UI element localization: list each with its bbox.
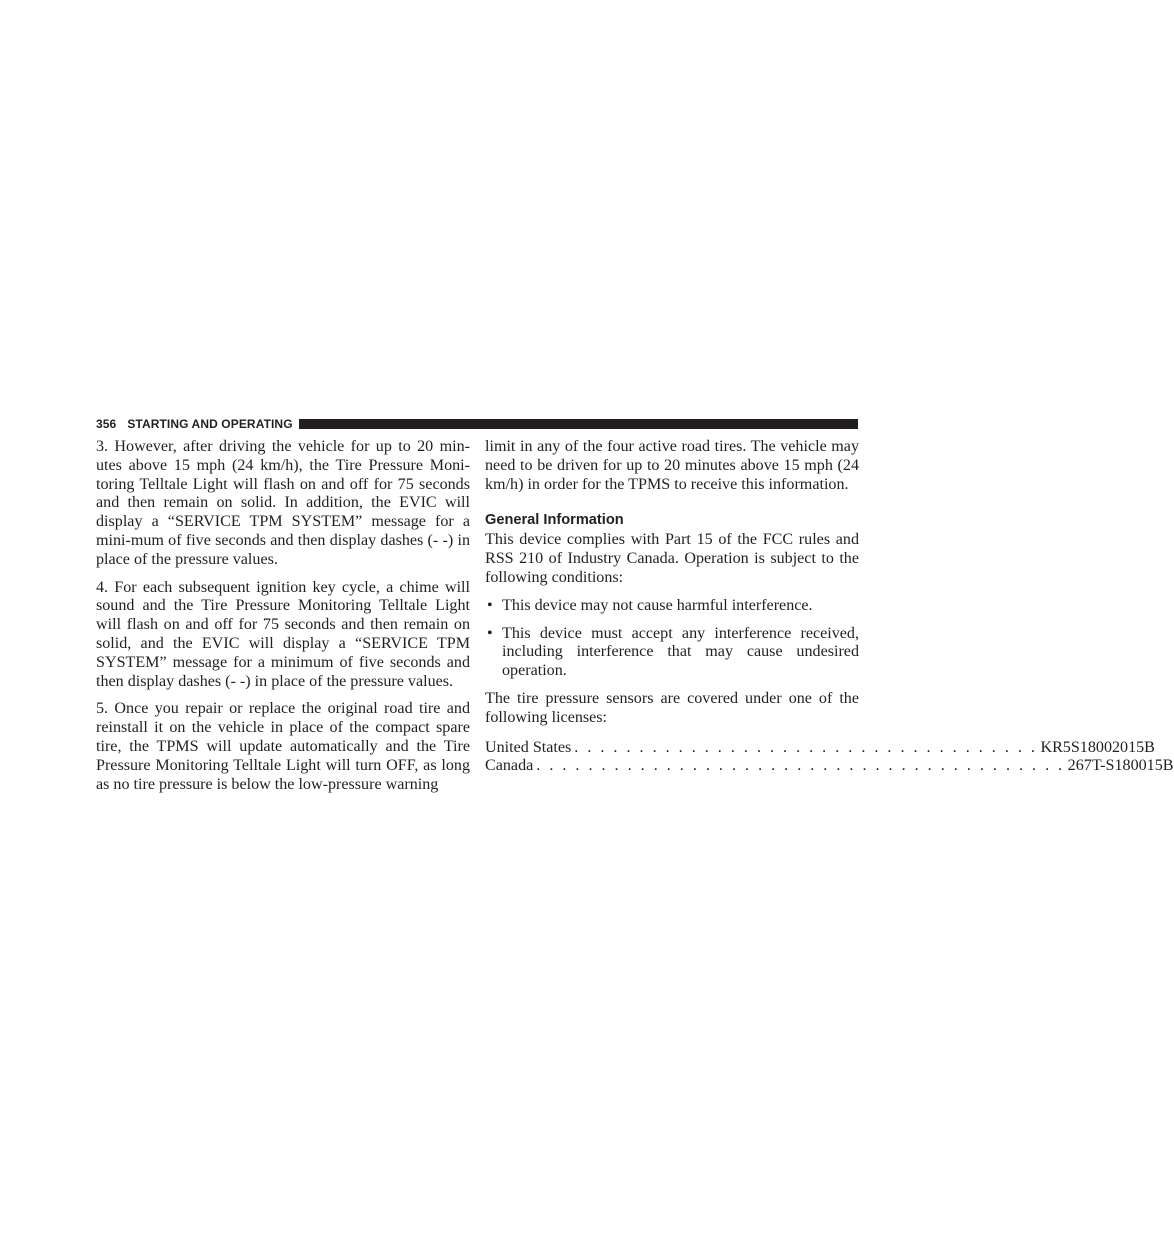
right-column [485,438,1174,776]
conditions-list [485,597,859,681]
dot-leader: . . . . . . . . . . . . . . . . . . . . . . . . . . . . . . . . . . . . . . . . . [536,757,1065,775]
general-information-heading: General Information [485,512,624,529]
bullet-text: This device must accept any interference received, including interference that may cause undesired operation. [502,624,859,680]
section-title: STARTING AND OPERATING [127,417,293,431]
licenses-intro-paragraph: The tire pressure sensors are covered under one of the following licenses: [485,689,859,726]
license-region: United States [485,738,572,756]
step-5-paragraph: 5. Once you repair or replace the original road tire and reinstall it on the vehicle in place of the compact spare tire, the TPMS will update automatically and the Tire Pressure Monitoring Telltale Light will turn OFF, as long as no tire pressure is below the low-pressure warning [96,700,470,793]
bullet-icon: • [487,596,493,614]
page-number: 356 [96,417,117,431]
step-3-paragraph: 3. However, after driving the vehicle for up to 20 min-utes above 15 mph (24 km/h), the Tire Pressure Moni-toring Telltale Light will flash on and off for 75 seconds and then remain on solid. In addition, the EVIC will display a “SERVICE TPM SYSTEM” message for a mini-mum of five seconds and then display dashes (- -) in place of the pressure values. [96,438,470,568]
license-code: 267T-S180015B [1067,757,1174,775]
step-4-paragraph: 4. For each subsequent ignition key cycle, a chime will sound and the Tire Pressure Monitoring Telltale Light will flash on and off for 75 seconds and then remain on solid, and the EVIC will display a “SERVICE TPM SYSTEM” message for a minimum of five seconds and then display dashes (- -) in place of the pressure values. [96,578,470,690]
header-rule [299,419,858,429]
license-code: KR5S18002015B [1040,738,1155,756]
list-item [485,625,859,681]
dot-leader: . . . . . . . . . . . . . . . . . . . . . . . . . . . . . . . . . . . . [574,738,1038,756]
fcc-intro-paragraph: This device complies with Part 15 of the FCC rules and RSS 210 of Industry Canada. Operation is subject to the following conditions: [485,531,859,586]
licenses-list [485,738,1174,777]
page-header [96,417,858,431]
left-column [96,438,470,803]
bullet-text: This device may not cause harmful interference. [502,596,813,614]
license-row-us [485,738,1155,758]
license-region: Canada [485,757,534,775]
list-item [485,597,859,616]
license-row-canada [485,757,1174,776]
bullet-icon: • [487,624,493,642]
continuation-paragraph: limit in any of the four active road tires. The vehicle may need to be driven for up to 20 minutes above 15 mph (24 km/h) in order for the TPMS to receive this information. [485,438,859,493]
